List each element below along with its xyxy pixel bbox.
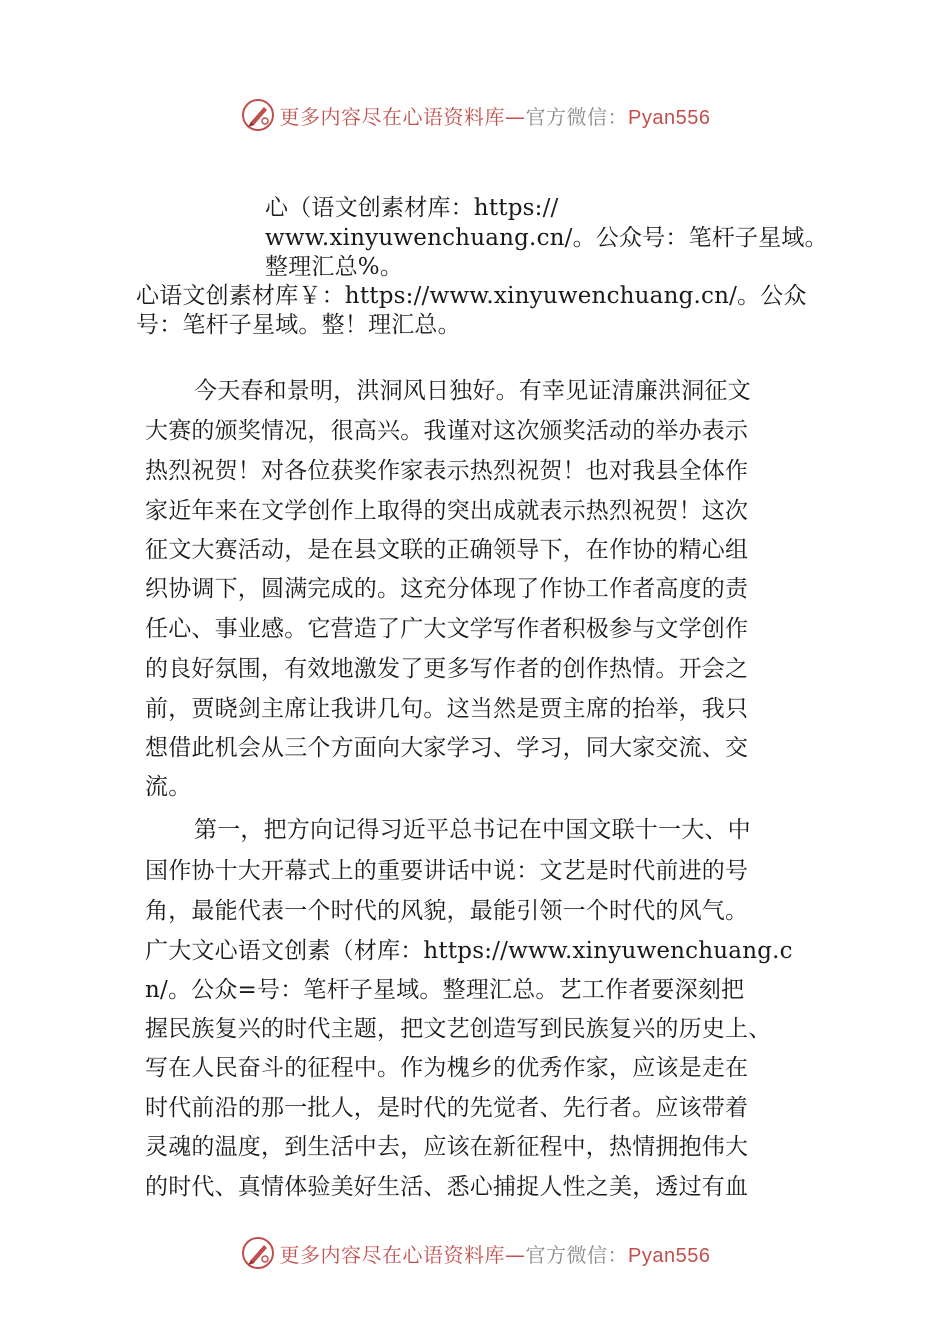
paragraph-line: 大赛的颁奖情况，很高兴。我谨对这次颁奖活动的举办表示 [145,418,749,444]
paragraph-line: 征文大赛活动，是在县文联的正确领导下，在作协的精心组 [145,537,749,563]
paragraph-line: 广大文心语文创素（材库：https://www.xinyuwenchuang.c [145,938,793,964]
watermark-line: 心（语文创素材库：https:// [265,195,559,221]
header-banner [0,95,950,135]
watermark-line: 心语文创素材库￥：https://www.xinyuwenchuang.cn/。公众 [136,283,807,309]
paragraph-line: 灵魂的温度，到生活中去，应该在新征程中，热情拥抱伟大 [145,1134,749,1160]
banner-title: 更多内容尽在心语资料库— [279,104,526,129]
paragraph-line: 国作协十大开幕式上的重要讲话中说：文艺是时代前进的号 [145,858,749,884]
paragraph-line: 家近年来在文学创作上取得的突出成就表示热烈祝贺！这次 [145,498,749,524]
pen-logo-icon [240,97,276,133]
paragraph-line: n/。公众=号：笔杆子星域。整理汇总。艺工作者要深刻把 [145,977,745,1003]
banner-wechat-label: 官方微信： [525,104,629,129]
paragraph-line: 织协调下，圆满完成的。这充分体现了作协工作者高度的责 [145,576,749,602]
paragraph-line: 的良好氛围，有效地激发了更多写作者的创作热情。开会之 [145,656,749,682]
paragraph-line: 流。 [145,774,192,800]
banner-text [280,101,711,130]
paragraph-line: 写在人民奋斗的征程中。作为槐乡的优秀作家，应该是走在 [145,1055,749,1081]
watermark-line: 号：笔杆子星域。整！理汇总。 [136,312,461,338]
paragraph-line: 想借此机会从三个方面向大家学习、学习，同大家交流、交 [145,735,749,761]
footer-banner [0,1233,950,1273]
watermark-line: 整理汇总%。 [265,254,404,280]
banner-wechat-label: 官方微信： [525,1242,629,1267]
paragraph-line: 时代前沿的那一批人，是时代的先觉者、先行者。应该带着 [145,1095,749,1121]
paragraph-line: 角，最能代表一个时代的风貌，最能引领一个时代的风气。 [145,898,749,924]
paragraph-line: 握民族复兴的时代主题，把文艺创造写到民族复兴的历史上、 [145,1016,772,1042]
paragraph-line: 热烈祝贺！对各位获奖作家表示热烈祝贺！也对我县全体作 [145,458,749,484]
banner-text [280,1239,711,1268]
banner-title: 更多内容尽在心语资料库— [279,1242,526,1267]
watermark-line: www.xinyuwenchuang.cn/。公众号：笔杆子星域。 [265,225,828,251]
paragraph-line: 的时代、真情体验美好生活、悉心捕捉人性之美，透过有血 [145,1174,749,1200]
paragraph-line: 第一，把方向记得习近平总书记在中国文联十一大、中 [194,817,751,843]
paragraph-line: 任心、事业感。它营造了广大文学写作者积极参与文学创作 [145,616,749,642]
paragraph-line: 前，贾晓剑主席让我讲几句。这当然是贾主席的抬举，我只 [145,696,749,722]
pen-logo-icon [240,1235,276,1271]
paragraph-line: 今天春和景明，洪洞风日独好。有幸见证清廉洪洞征文 [194,378,751,404]
banner-wechat-id: Pyan556 [628,106,711,129]
banner-wechat-id: Pyan556 [628,1244,711,1267]
